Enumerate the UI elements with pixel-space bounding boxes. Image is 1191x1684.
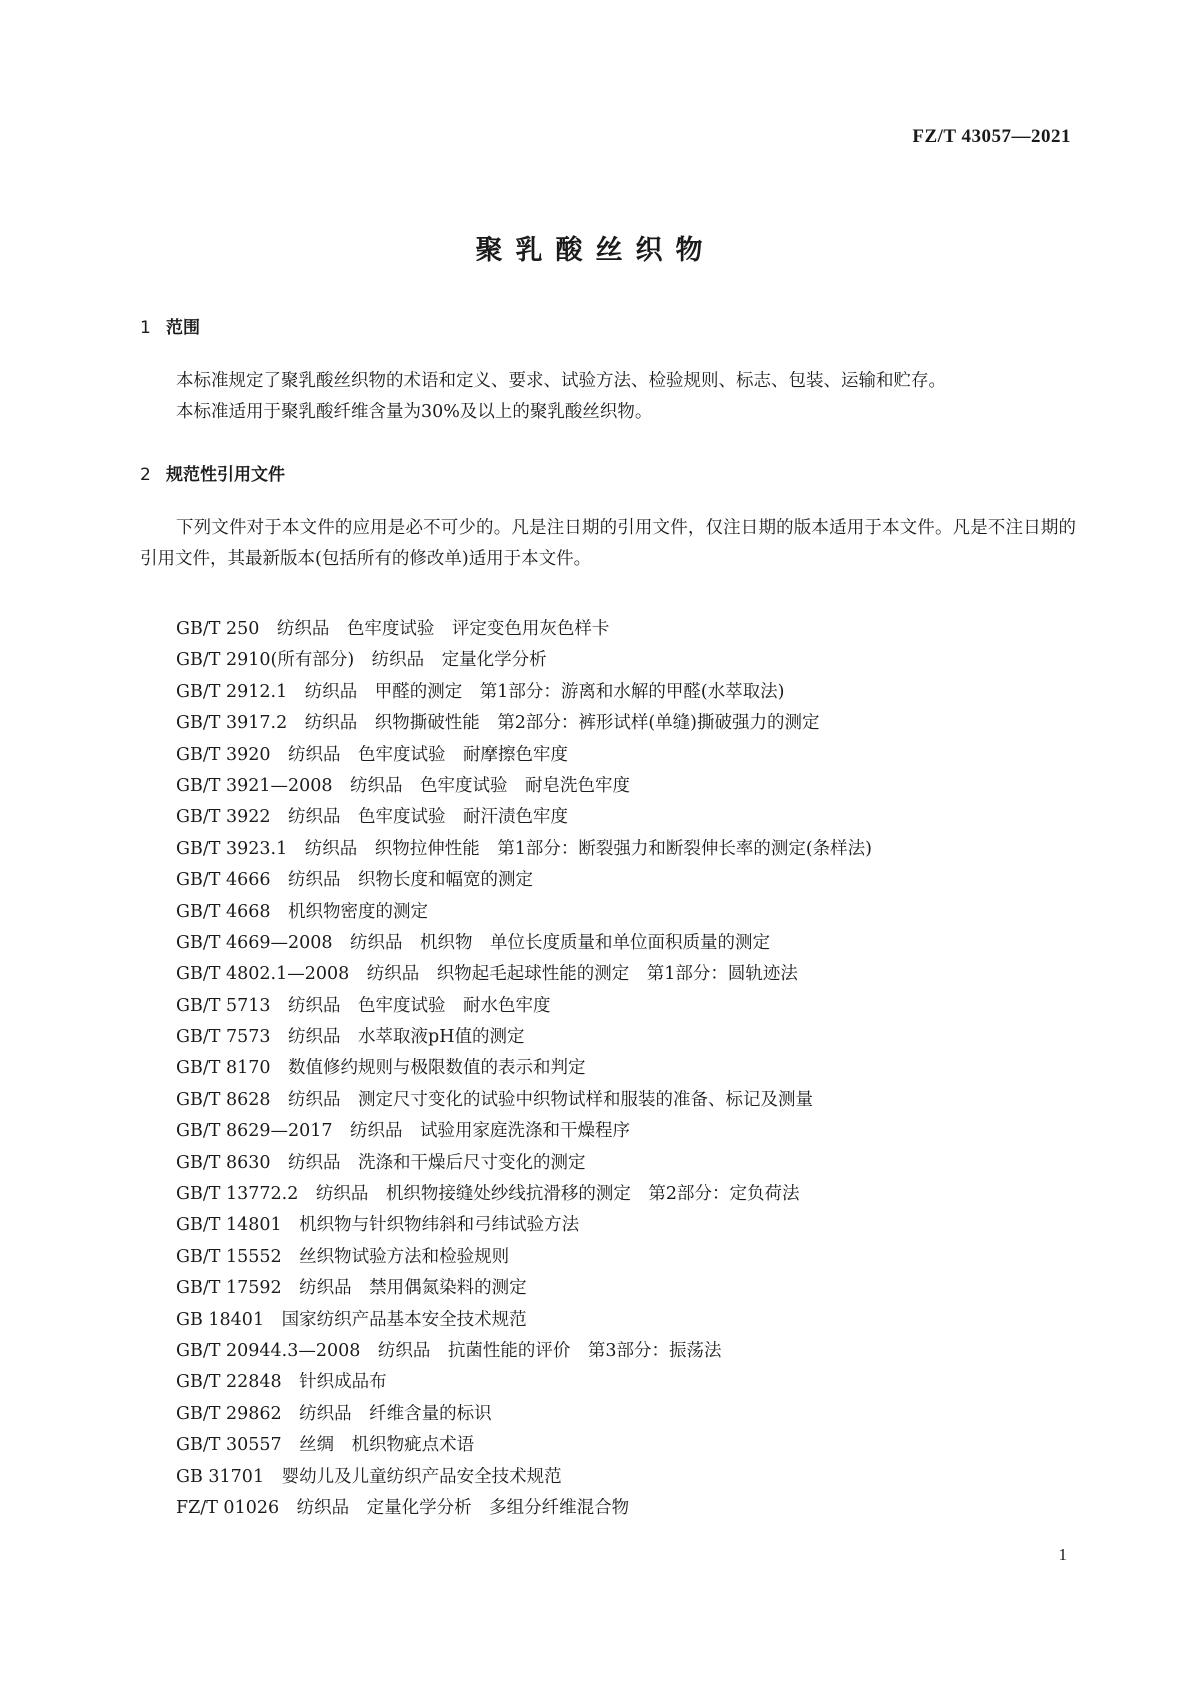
reference-item: GB/T 2910(所有部分) 纺织品 定量化学分析	[176, 650, 547, 671]
reference-item: GB 18401 国家纺织产品基本安全技术规范	[176, 1309, 527, 1330]
section-1-title: 范围	[166, 318, 200, 338]
reference-item: GB/T 20944.3—2008 纺织品 抗菌性能的评价 第3部分：振荡法	[176, 1340, 722, 1361]
page-number: 1	[1058, 1545, 1067, 1564]
reference-item: GB/T 4666 纺织品 织物长度和幅宽的测定	[176, 870, 534, 891]
reference-item: GB 31701 婴幼儿及儿童纺织产品安全技术规范	[176, 1466, 562, 1487]
section-1-paragraph-2: 本标准适用于聚乳酸纤维含量为30%及以上的聚乳酸丝织物。	[176, 402, 653, 422]
reference-item: GB/T 4802.1—2008 纺织品 织物起毛起球性能的测定 第1部分：圆轨迹法	[176, 964, 798, 985]
normative-references-list	[176, 614, 872, 1524]
reference-item: GB/T 4668 机织物密度的测定	[176, 901, 429, 922]
reference-item: GB/T 30557 丝绸 机织物疵点术语	[176, 1435, 475, 1456]
reference-item: GB/T 3923.1 纺织品 织物拉伸性能 第1部分：断裂强力和断裂伸长率的测定(条样法)	[176, 838, 872, 859]
section-1-paragraph-1: 本标准规定了聚乳酸丝织物的术语和定义、要求、试验方法、检验规则、标志、包装、运输和贮存。	[176, 371, 946, 391]
reference-item: GB/T 17592 纺织品 禁用偶氮染料的测定	[176, 1278, 527, 1299]
reference-item: GB/T 13772.2 纺织品 机织物接缝处纱线抗滑移的测定 第2部分：定负荷法	[176, 1184, 800, 1205]
reference-item: GB/T 3922 纺织品 色牢度试验 耐汗渍色牢度	[176, 807, 569, 828]
reference-item: GB/T 29862 纺织品 纤维含量的标识	[176, 1403, 492, 1424]
reference-item: GB/T 5713 纺织品 色牢度试验 耐水色牢度	[176, 995, 551, 1016]
reference-item: GB/T 3920 纺织品 色牢度试验 耐摩擦色牢度	[176, 744, 569, 765]
document-title: 聚乳酸丝织物	[475, 235, 716, 266]
reference-item: GB/T 22848 针织成品布	[176, 1372, 387, 1393]
reference-item: GB/T 15552 丝织物试验方法和检验规则	[176, 1246, 510, 1267]
reference-item: GB/T 3917.2 纺织品 织物撕破性能 第2部分：裤形试样(单缝)撕破强力的测定	[176, 713, 820, 734]
reference-item: FZ/T 01026 纺织品 定量化学分析 多组分纤维混合物	[176, 1497, 630, 1518]
reference-item: GB/T 7573 纺织品 水萃取液pH值的测定	[176, 1027, 525, 1048]
reference-item: GB/T 3921—2008 纺织品 色牢度试验 耐皂洗色牢度	[176, 775, 631, 796]
section-2-number: 2	[140, 465, 151, 485]
section-1-heading	[140, 313, 200, 338]
reference-item: GB/T 8630 纺织品 洗涤和干燥后尺寸变化的测定	[176, 1152, 586, 1173]
reference-item: GB/T 2912.1 纺织品 甲醛的测定 第1部分：游离和水解的甲醛(水萃取法)	[176, 681, 785, 702]
section-2-heading	[140, 460, 285, 485]
reference-item: GB/T 4669—2008 纺织品 机织物 单位长度质量和单位面积质量的测定	[176, 932, 771, 953]
standard-code: FZ/T 43057—2021	[912, 126, 1071, 147]
reference-item: GB/T 8629—2017 纺织品 试验用家庭洗涤和干燥程序	[176, 1121, 631, 1142]
section-2-title: 规范性引用文件	[166, 465, 285, 485]
section-2-paragraph-1: 下列文件对于本文件的应用是必不可少的。凡是注日期的引用文件，仅注日期的版本适用于本文件。凡是不注日期的引用文件，其最新版本(包括所有的修改单)适用于本文件。	[140, 518, 1076, 569]
reference-item: GB/T 14801 机织物与针织物纬斜和弓纬试验方法	[176, 1215, 580, 1236]
reference-item: GB/T 8170 数值修约规则与极限数值的表示和判定	[176, 1058, 586, 1079]
section-1-number: 1	[140, 318, 151, 338]
reference-item: GB/T 8628 纺织品 测定尺寸变化的试验中织物试样和服装的准备、标记及测量	[176, 1089, 814, 1110]
reference-item: GB/T 250 纺织品 色牢度试验 评定变色用灰色样卡	[176, 619, 610, 639]
